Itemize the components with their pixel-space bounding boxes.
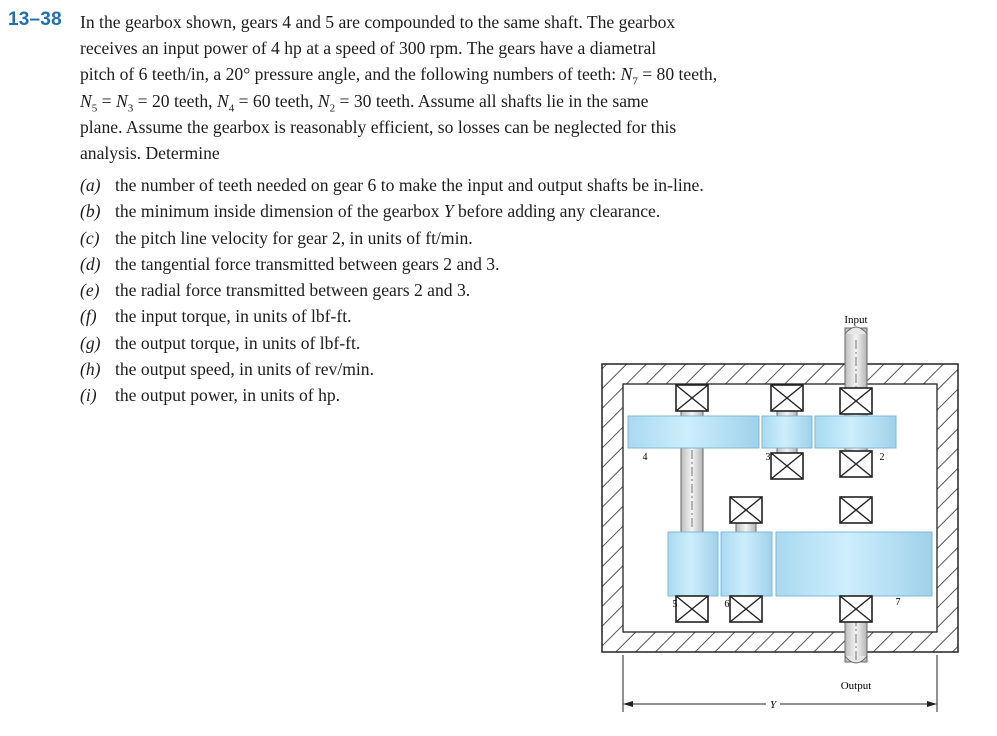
gear-6-label: 6: [724, 599, 730, 610]
part-i: (i) the output power, in units of hp.: [80, 382, 704, 408]
problem-number: 13–38: [8, 9, 62, 30]
part-label: (g): [80, 332, 101, 353]
input-label: Input: [844, 314, 868, 326]
bearing: [730, 596, 762, 622]
statement-line-4: $N_5 = N_3 = 20$ teeth, $N_4 = 60$ teeth, $N_2 = 30$ teeth. Assume all shafts lie in the same: [80, 90, 649, 115]
dimension-y-label: Y: [769, 699, 777, 711]
part-label: (e): [80, 280, 100, 301]
part-label: (d): [80, 253, 101, 274]
statement-line-2: receives an input power of 4 hp at a speed of 300 rpm. The gears have a diametral: [80, 38, 657, 59]
bearing: [840, 451, 872, 477]
gear-2-label: 2: [879, 452, 885, 463]
gear-3: [762, 416, 812, 448]
bearing: [771, 453, 803, 479]
gear-7-label: 7: [895, 597, 901, 608]
part-b: (b) the minimum inside dimension of the gearbox Y before adding any clearance.: [80, 198, 704, 224]
part-label: (f): [80, 306, 97, 327]
part-d: (d) the tangential force transmitted between gears 2 and 3.: [80, 251, 704, 277]
statement-line-3: pitch of 6 teeth/in, a 20° pressure angle, and the following numbers of teeth: $N_7 = 80$ teeth,: [80, 64, 718, 88]
statement-line-6: analysis. Determine: [80, 143, 220, 164]
part-f: (f) the input torque, in units of lbf-ft.: [80, 303, 704, 329]
bearing: [840, 596, 872, 622]
bearing: [676, 385, 708, 411]
gear-5: [668, 532, 718, 596]
gear-6: [721, 532, 772, 596]
bearing: [840, 497, 872, 523]
gear-3-label: 3: [765, 452, 771, 463]
gear-4: [628, 416, 759, 448]
output-label: Output: [840, 680, 872, 692]
part-label: (i): [80, 385, 97, 406]
part-g: (g) the output torque, in units of lbf-ft.: [80, 330, 704, 356]
part-h: (h) the output speed, in units of rev/min.: [80, 356, 704, 382]
dimension-y: [623, 655, 937, 712]
gear-5-label: 5: [672, 599, 678, 610]
gear-7: [776, 532, 932, 596]
statement-line-1: In the gearbox shown, gears 4 and 5 are compounded to the same shaft. The gearbox: [80, 12, 676, 32]
part-label: (a): [80, 175, 101, 195]
part-label: (c): [80, 227, 100, 248]
bearing: [676, 596, 708, 622]
bearing: [771, 385, 803, 411]
part-e: (e) the radial force transmitted between gears 2 and 3.: [80, 277, 704, 303]
gear-4-label: 4: [642, 452, 648, 463]
gear-2: [815, 416, 896, 448]
bearing: [840, 388, 872, 414]
part-label: (b): [80, 201, 101, 222]
statement-line-5: plane. Assume the gearbox is reasonably efficient, so losses can be neglected for this: [80, 116, 677, 137]
part-a: (a) the number of teeth needed on gear 6 to make the input and output shafts be in-line.: [80, 172, 704, 198]
bearing: [730, 497, 762, 523]
part-c: (c) the pitch line velocity for gear 2, in units of ft/min.: [80, 225, 704, 251]
part-label: (h): [80, 359, 101, 380]
